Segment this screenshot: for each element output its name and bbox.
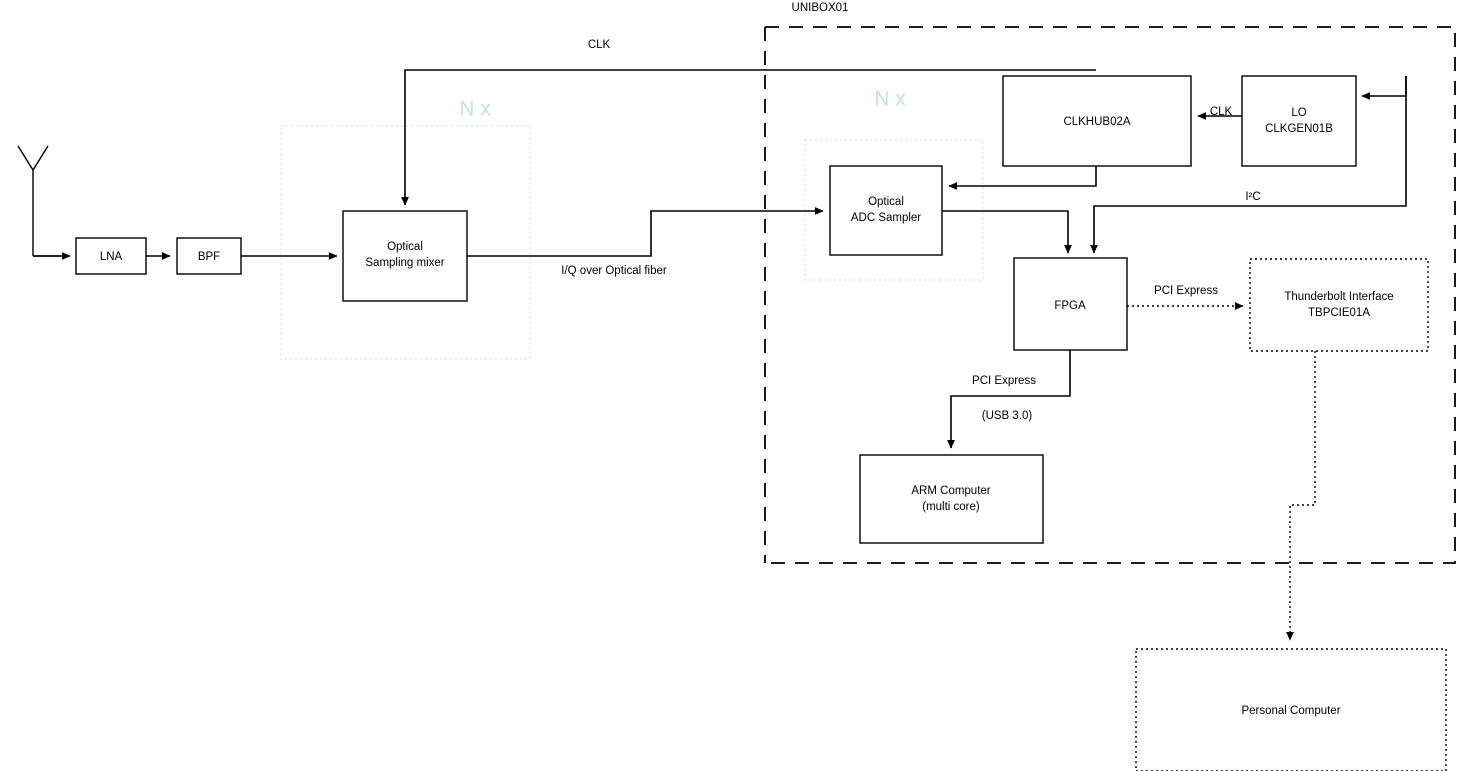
- node-clkhub-label: CLKHUB02A: [1063, 116, 1131, 129]
- node-adc-label-2: ADC Sampler: [850, 212, 922, 225]
- node-bpf-label: BPF: [197, 251, 221, 264]
- wire-thunderbolt-pc: [1290, 351, 1315, 640]
- node-optical-adc-sampler: [830, 166, 942, 255]
- wire-clk-to-mixer: [405, 70, 1096, 205]
- node-mixer-label-2: Sampling mixer: [365, 257, 445, 270]
- edge-label-i2c: I²C: [1245, 191, 1261, 204]
- node-fpga-label: FPGA: [1054, 300, 1086, 313]
- edge-label-iq-fiber: I/Q over Optical fiber: [561, 265, 667, 278]
- group-label-adc: N x: [874, 87, 906, 111]
- antenna-icon: [18, 146, 60, 256]
- wire-iq-fiber: [467, 211, 823, 256]
- edge-label-pcie-arm: PCI Express: [972, 375, 1036, 388]
- node-mixer-label-1: Optical: [387, 241, 423, 254]
- node-adc-label-1: Optical: [868, 196, 904, 209]
- node-lo-clkgen01b: [1242, 76, 1356, 166]
- unibox-label: UNIBOX01: [791, 2, 849, 15]
- wire-i2c-to-lo: [1362, 76, 1406, 96]
- node-pc-label: Personal Computer: [1241, 705, 1341, 718]
- node-thunderbolt-interface: [1250, 259, 1428, 351]
- wire-adc-fpga: [942, 211, 1068, 253]
- node-thunderbolt-label-2: TBPCIE01A: [1308, 307, 1370, 320]
- wire-clkhub-adc: [949, 166, 1096, 186]
- node-thunderbolt-label-1: Thunderbolt Interface: [1284, 291, 1394, 304]
- node-lo-label-2: CLKGEN01B: [1265, 123, 1333, 136]
- node-arm-computer: [860, 455, 1043, 543]
- node-arm-label-2: (multi core): [922, 501, 980, 514]
- edge-label-clk-top: CLK: [587, 39, 611, 52]
- edge-label-clk-lo: CLK: [1209, 106, 1233, 119]
- node-arm-label-1: ARM Computer: [911, 485, 991, 498]
- edge-label-pcie-thunderbolt: PCI Express: [1154, 285, 1218, 298]
- node-lo-label-1: LO: [1291, 107, 1307, 120]
- node-lna-label: LNA: [99, 251, 123, 264]
- node-optical-sampling-mixer: [343, 211, 467, 301]
- group-label-analog: N x: [459, 97, 491, 121]
- wire-fpga-arm: [951, 350, 1070, 448]
- edge-label-usb3: (USB 3.0): [981, 410, 1033, 423]
